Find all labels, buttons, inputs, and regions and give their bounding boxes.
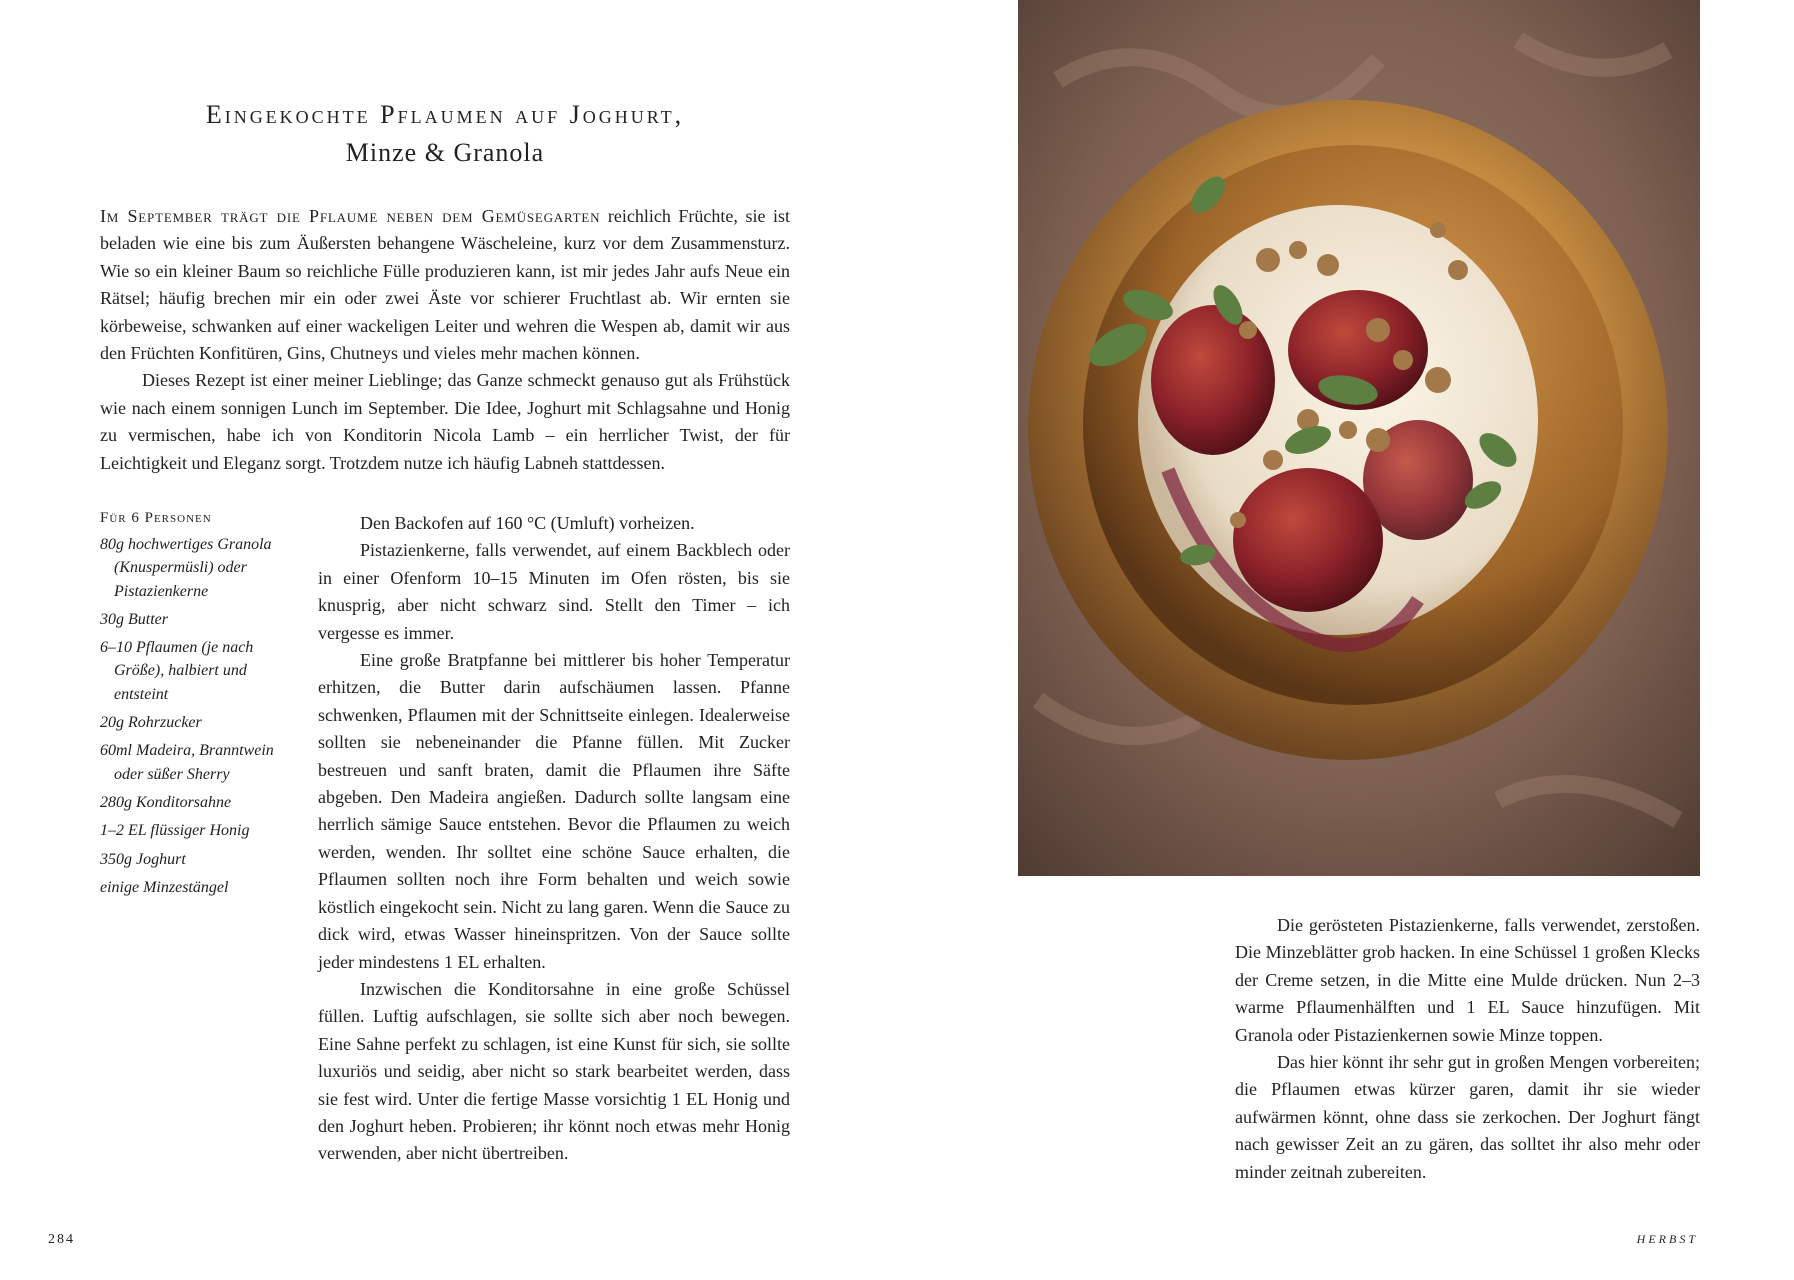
ingredient-item: 60ml Madeira, Branntwein oder süßer Sherry bbox=[100, 742, 274, 783]
intro-text bbox=[100, 203, 790, 477]
servings-heading: Für 6 Personen bbox=[100, 510, 212, 526]
intro-paragraph-1 bbox=[100, 203, 790, 367]
method-paragraph: Inzwischen die Konditorsahne in eine große Schüssel füllen. Luftig aufschlagen, sie sollte sich aber noch bewegen. Eine Sahne perfekt zu schlagen, ist eine Kunst für sich, sie sollte luxuriös und seidig, aber nicht so stark bearbeitet werden, dass sie fest wird. Unter die fertige Masse vorsichtig 1 EL Honig und den Joghurt heben. Probieren; ihr könnt noch etwas mehr Honig verwenden, aber nicht übertreiben. bbox=[318, 978, 790, 1164]
ingredient-item: 1–2 EL flüssiger Honig bbox=[100, 822, 250, 840]
ingredient-item: 20g Rohrzucker bbox=[100, 714, 202, 732]
recipe-title-line2: Minze & Granola bbox=[345, 138, 545, 167]
ingredient-item: 6–10 Pflaumen (je nach Größe), halbiert und entsteint bbox=[100, 639, 254, 703]
ingredient-item: 80g hochwertiges Granola (Knuspermüsli) oder Pistazienkerne bbox=[100, 536, 272, 600]
dish-illustration bbox=[1018, 0, 1700, 876]
ingredient-items bbox=[100, 533, 305, 899]
method-paragraph: Den Backofen auf 160 °C (Umluft) vorheizen. bbox=[360, 513, 695, 533]
recipe-title-line1: Eingekochte Pflaumen auf Joghurt, bbox=[205, 100, 685, 129]
page-number: 284 bbox=[48, 1232, 75, 1247]
method-paragraph: Eine große Bratpfanne bei mittlerer bis hoher Temperatur erhitzen, die Butter darin aufschäumen lassen. Pfanne schwenken, Pflaumen mit der Schnittseite einlegen. Idealerweise sollten sie nebeneinander die Pfanne füllen. Mit Zucker bestreuen und sanft braten, damit die Pflaumen ihre Säfte abgeben. Den Madeira angießen. Dadurch sollte langsam eine herrlich sämige Sauce entstehen. Bevor die Pflaumen zu weich werden, wenden. Ihr solltet eine schöne Sauce erhalten, die Pflaumen sollten noch ihre Form behalten und weich sowie köstlich eingekocht sein. Nicht zu lang garen. Wenn die Sauce zu dick wird, etwas Wasser hineinspritzen. Von der Sauce sollte jeder mindestens 1 EL erhalten. bbox=[318, 650, 790, 972]
plum-half bbox=[1233, 468, 1383, 612]
method-paragraph: Das hier könnt ihr sehr gut in großen Mengen vorbereiten; die Pflaumen etwas kürzer garen, damit ihr sie wieder aufwärmen könnt, ohne dass sie zerkochen. Der Joghurt fängt nach gewisser Zeit an zu gären, das solltet ihr also mehr oder minder zeitnah zubereiten. bbox=[1235, 1052, 1700, 1182]
method-continued bbox=[1235, 912, 1700, 1186]
intro-paragraph-2: Dieses Rezept ist einer meiner Lieblinge; das Ganze schmeckt genauso gut als Frühstück wie nach einem sonnigen Lunch im September. Die Idee, Joghurt mit Schlagsahne und Honig zu vermischen, habe ich von Konditorin Nicola Lamb – ein herrlicher Twist, der für Leichtigkeit und Eleganz sorgt. Trotzdem nutze ich häufig Labneh stattdessen. bbox=[100, 370, 790, 473]
method-paragraph: Pistazienkerne, falls verwendet, auf einem Backblech oder in einer Ofenform 10–15 Minuten im Ofen rösten, bis sie knusprig, aber nicht schwarz sind. Stellt den Timer – ich vergesse es immer. bbox=[318, 540, 790, 643]
ingredient-item: 350g Joghurt bbox=[100, 850, 186, 868]
intro-paragraph-1-rest: reichlich Früchte, sie ist beladen wie eine bis zum Äußersten behangene Wäscheleine, kurz vor dem Zusammensturz. Wie so ein kleiner Baum so reichliche Fülle produzieren kann, ist mir jedes Jahr aufs Neue ein Rätsel; häufig brechen mir ein oder zwei Äste vor schierer Fruchtlast ab. Wir ernten sie körbeweise, schwanken auf einer wackeligen Leiter und wehren die Wespen ab, damit wir aus den Früchten Konfitüren, Gins, Chutneys und vieles mehr machen können. bbox=[100, 206, 791, 364]
dish-photo bbox=[1018, 0, 1700, 876]
method-paragraph: Die gerösteten Pistazienkerne, falls verwendet, zerstoßen. Die Minzeblätter grob hacken. In eine Schüssel 1 großen Klecks der Creme setzen, in die Mitte eine Mulde drücken. Nun 2–3 warme Pflaumenhälften und 1 EL Sauce hinzufügen. Mit Granola oder Pistazienkernen sowie Minze toppen. bbox=[1235, 915, 1700, 1045]
section-label: HERBST bbox=[1636, 1232, 1698, 1246]
recipe-title bbox=[100, 100, 790, 168]
ingredient-item: 30g Butter bbox=[100, 610, 168, 628]
ingredient-item: 280g Konditorsahne bbox=[100, 793, 232, 811]
ingredients-list bbox=[100, 510, 305, 904]
ingredient-item: einige Minzestängel bbox=[100, 878, 229, 896]
method-text bbox=[318, 510, 790, 1168]
intro-lead: Im September trägt die Pflaume neben dem Gemüsegarten bbox=[100, 206, 601, 226]
